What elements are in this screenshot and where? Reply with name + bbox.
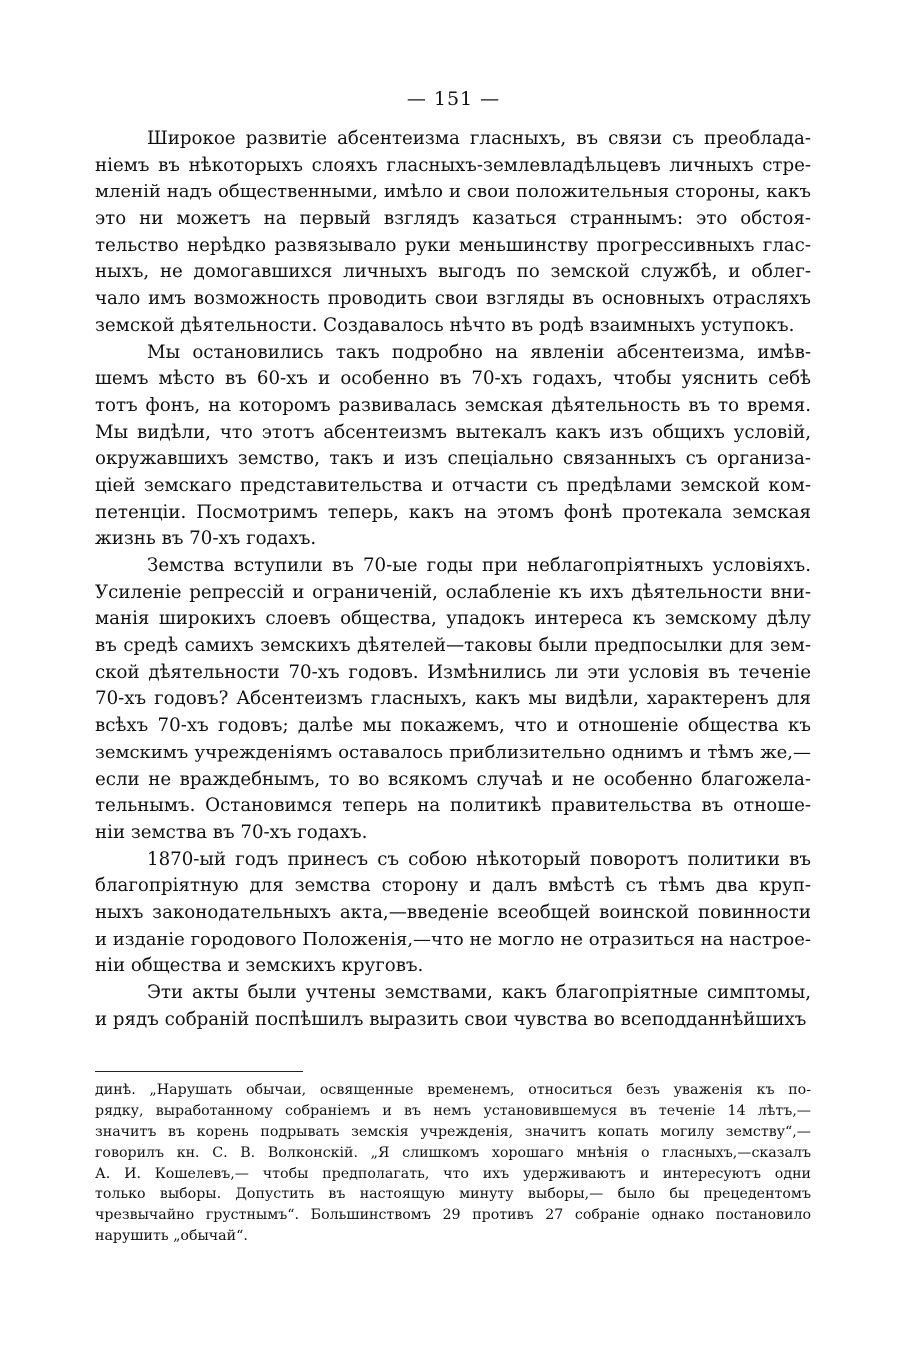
text-line: петенціи. Посмотримъ теперь, какъ на этомъ фонѣ протекала земская bbox=[95, 501, 811, 523]
footnote-line: говорилъ кн. С. В. Волконскій. „Я слишкомъ хорошаго мнѣнія о гласныхъ,—сказалъ bbox=[95, 1144, 811, 1161]
text-line: ціей земскаго представительства и отчасти съ предѣлами земской ком- bbox=[95, 474, 811, 496]
text-line: всѣхъ 70-хъ годовъ; далѣе мы покажемъ, что и отношеніе общества къ bbox=[95, 715, 811, 737]
page-number: — 151 — bbox=[406, 88, 501, 110]
body-text bbox=[95, 126, 811, 1033]
text-line: ныхъ, не домогавшихся личныхъ выгодъ по земской службѣ, и облег- bbox=[95, 261, 811, 283]
text-line: ныхъ законодательныхъ акта,—введеніе всеобщей воинской повинности bbox=[95, 901, 811, 923]
text-line: если не враждебнымъ, то во всякомъ случаѣ и не особенно благожела- bbox=[95, 768, 811, 790]
text-line: и рядъ собраній поспѣшилъ выразить свои чувства во всеподданнѣйшихъ bbox=[95, 1008, 807, 1030]
text-line: это ни можетъ на первый взглядъ казаться страннымъ: это обстоя- bbox=[95, 208, 811, 230]
footnote-line: динѣ. „Нарушать обычаи, освященные временемъ, относиться безъ уваженія къ по- bbox=[95, 1082, 811, 1098]
text-line: ніемъ въ нѣкоторыхъ слояхъ гласныхъ-землевладѣльцевъ личныхъ стре- bbox=[95, 154, 811, 176]
footnote-line: только выборы. Допустить въ настоящую минуту выборы,— было бы прецедентомъ bbox=[95, 1186, 811, 1203]
text-line: ніи земства въ 70-хъ годахъ. bbox=[95, 821, 368, 843]
paragraph bbox=[95, 126, 811, 340]
text-line: 1870-ый годъ принесъ съ собою нѣкоторый поворотъ политики въ bbox=[147, 848, 811, 870]
footnote-line: значитъ въ корень подрывать земскія учрежденія, значитъ копать могилу земству“,— bbox=[95, 1123, 811, 1140]
text-line: земскимъ учрежденіямъ оставалось приблизительно однимъ и тѣмъ же,— bbox=[95, 741, 811, 763]
paragraph bbox=[95, 553, 811, 847]
text-line: тотъ фонъ, на которомъ развивалась земская дѣятельность въ то время. bbox=[95, 394, 811, 416]
footnote-divider bbox=[95, 1071, 303, 1072]
text-line: Эти акты были учтены земствами, какъ благопріятные симптомы, bbox=[147, 982, 811, 1003]
text-line: Мы видѣли, что этотъ абсентеизмъ вытекалъ какъ изъ общихъ условій, bbox=[95, 421, 811, 443]
text-line: ской дѣятельности 70-хъ годовъ. Измѣнились ли эти условія въ теченіе bbox=[95, 661, 811, 683]
text-line: Мы остановились такъ подробно на явленіи абсентеизма, имѣв- bbox=[147, 341, 811, 363]
text-line: чало имъ возможность проводить свои взгляды въ основныхъ отрасляхъ bbox=[95, 288, 811, 310]
text-line: манія широкихъ слоевъ общества, упадокъ интереса къ земскому дѣлу bbox=[95, 608, 811, 630]
footnote bbox=[95, 1080, 811, 1247]
footnote-line: нарушить „обычай“. bbox=[95, 1228, 248, 1245]
text-line: Земства вступили въ 70-ые годы при неблагопріятныхъ условіяхъ. bbox=[147, 555, 811, 576]
text-line: мленій надъ общественными, имѣло и свои положительныя стороны, какъ bbox=[95, 181, 811, 203]
text-line: тельство нерѣдко развязывало руки меньшинству прогрессивныхъ глас- bbox=[95, 234, 811, 256]
text-line: жизнь въ 70-хъ годахъ. bbox=[95, 528, 317, 550]
text-line: 70-хъ годовъ? Абсентеизмъ гласныхъ, какъ мы видѣли, характеренъ для bbox=[95, 688, 811, 710]
text-line: окружавшихъ земство, такъ и изъ спеціально связанныхъ съ организа- bbox=[95, 448, 811, 470]
text-line: Усиленіе репрессій и ограниченій, ослабленіе къ ихъ дѣятельности вни- bbox=[95, 581, 811, 603]
text-line: Широкое развитіе абсентеизма гласныхъ, въ связи съ преоблада- bbox=[147, 128, 811, 149]
footnote-line: А. И. Кошелевъ,— чтобы предполагать, что ихъ удерживаютъ и интересуютъ одни bbox=[95, 1165, 811, 1182]
footnote-line: чрезвычайно грустнымъ“. Большинствомъ 29 противъ 27 собраніе однако постановило bbox=[95, 1207, 811, 1224]
text-line: земской дѣятельности. Создавалось нѣчто въ родѣ взаимныхъ уступокъ. bbox=[95, 314, 795, 336]
footnote-line: рядку, выработанному собраніемъ и въ немъ установившемуся въ теченіе 14 лѣтъ,— bbox=[95, 1102, 811, 1119]
text-line: и изданіе городового Положенія,—что не могло не отразиться на настрое- bbox=[95, 928, 811, 950]
paragraph bbox=[95, 847, 811, 980]
paragraph bbox=[95, 980, 811, 1033]
text-line: шемъ мѣсто въ 60-хъ и особенно въ 70-хъ годахъ, чтобы уяснить себѣ bbox=[95, 368, 811, 390]
text-line: тельнымъ. Остановимся теперь на политикѣ правительства въ отноше- bbox=[95, 795, 811, 817]
text-line: благопріятную для земства сторону и далъ вмѣстѣ съ тѣмъ два круп- bbox=[95, 875, 811, 897]
text-line: ніи общества и земскихъ круговъ. bbox=[95, 955, 424, 977]
paragraph bbox=[95, 340, 811, 554]
text-line: въ средѣ самихъ земскихъ дѣятелей—таковы были предпосылки для зем- bbox=[95, 635, 811, 657]
